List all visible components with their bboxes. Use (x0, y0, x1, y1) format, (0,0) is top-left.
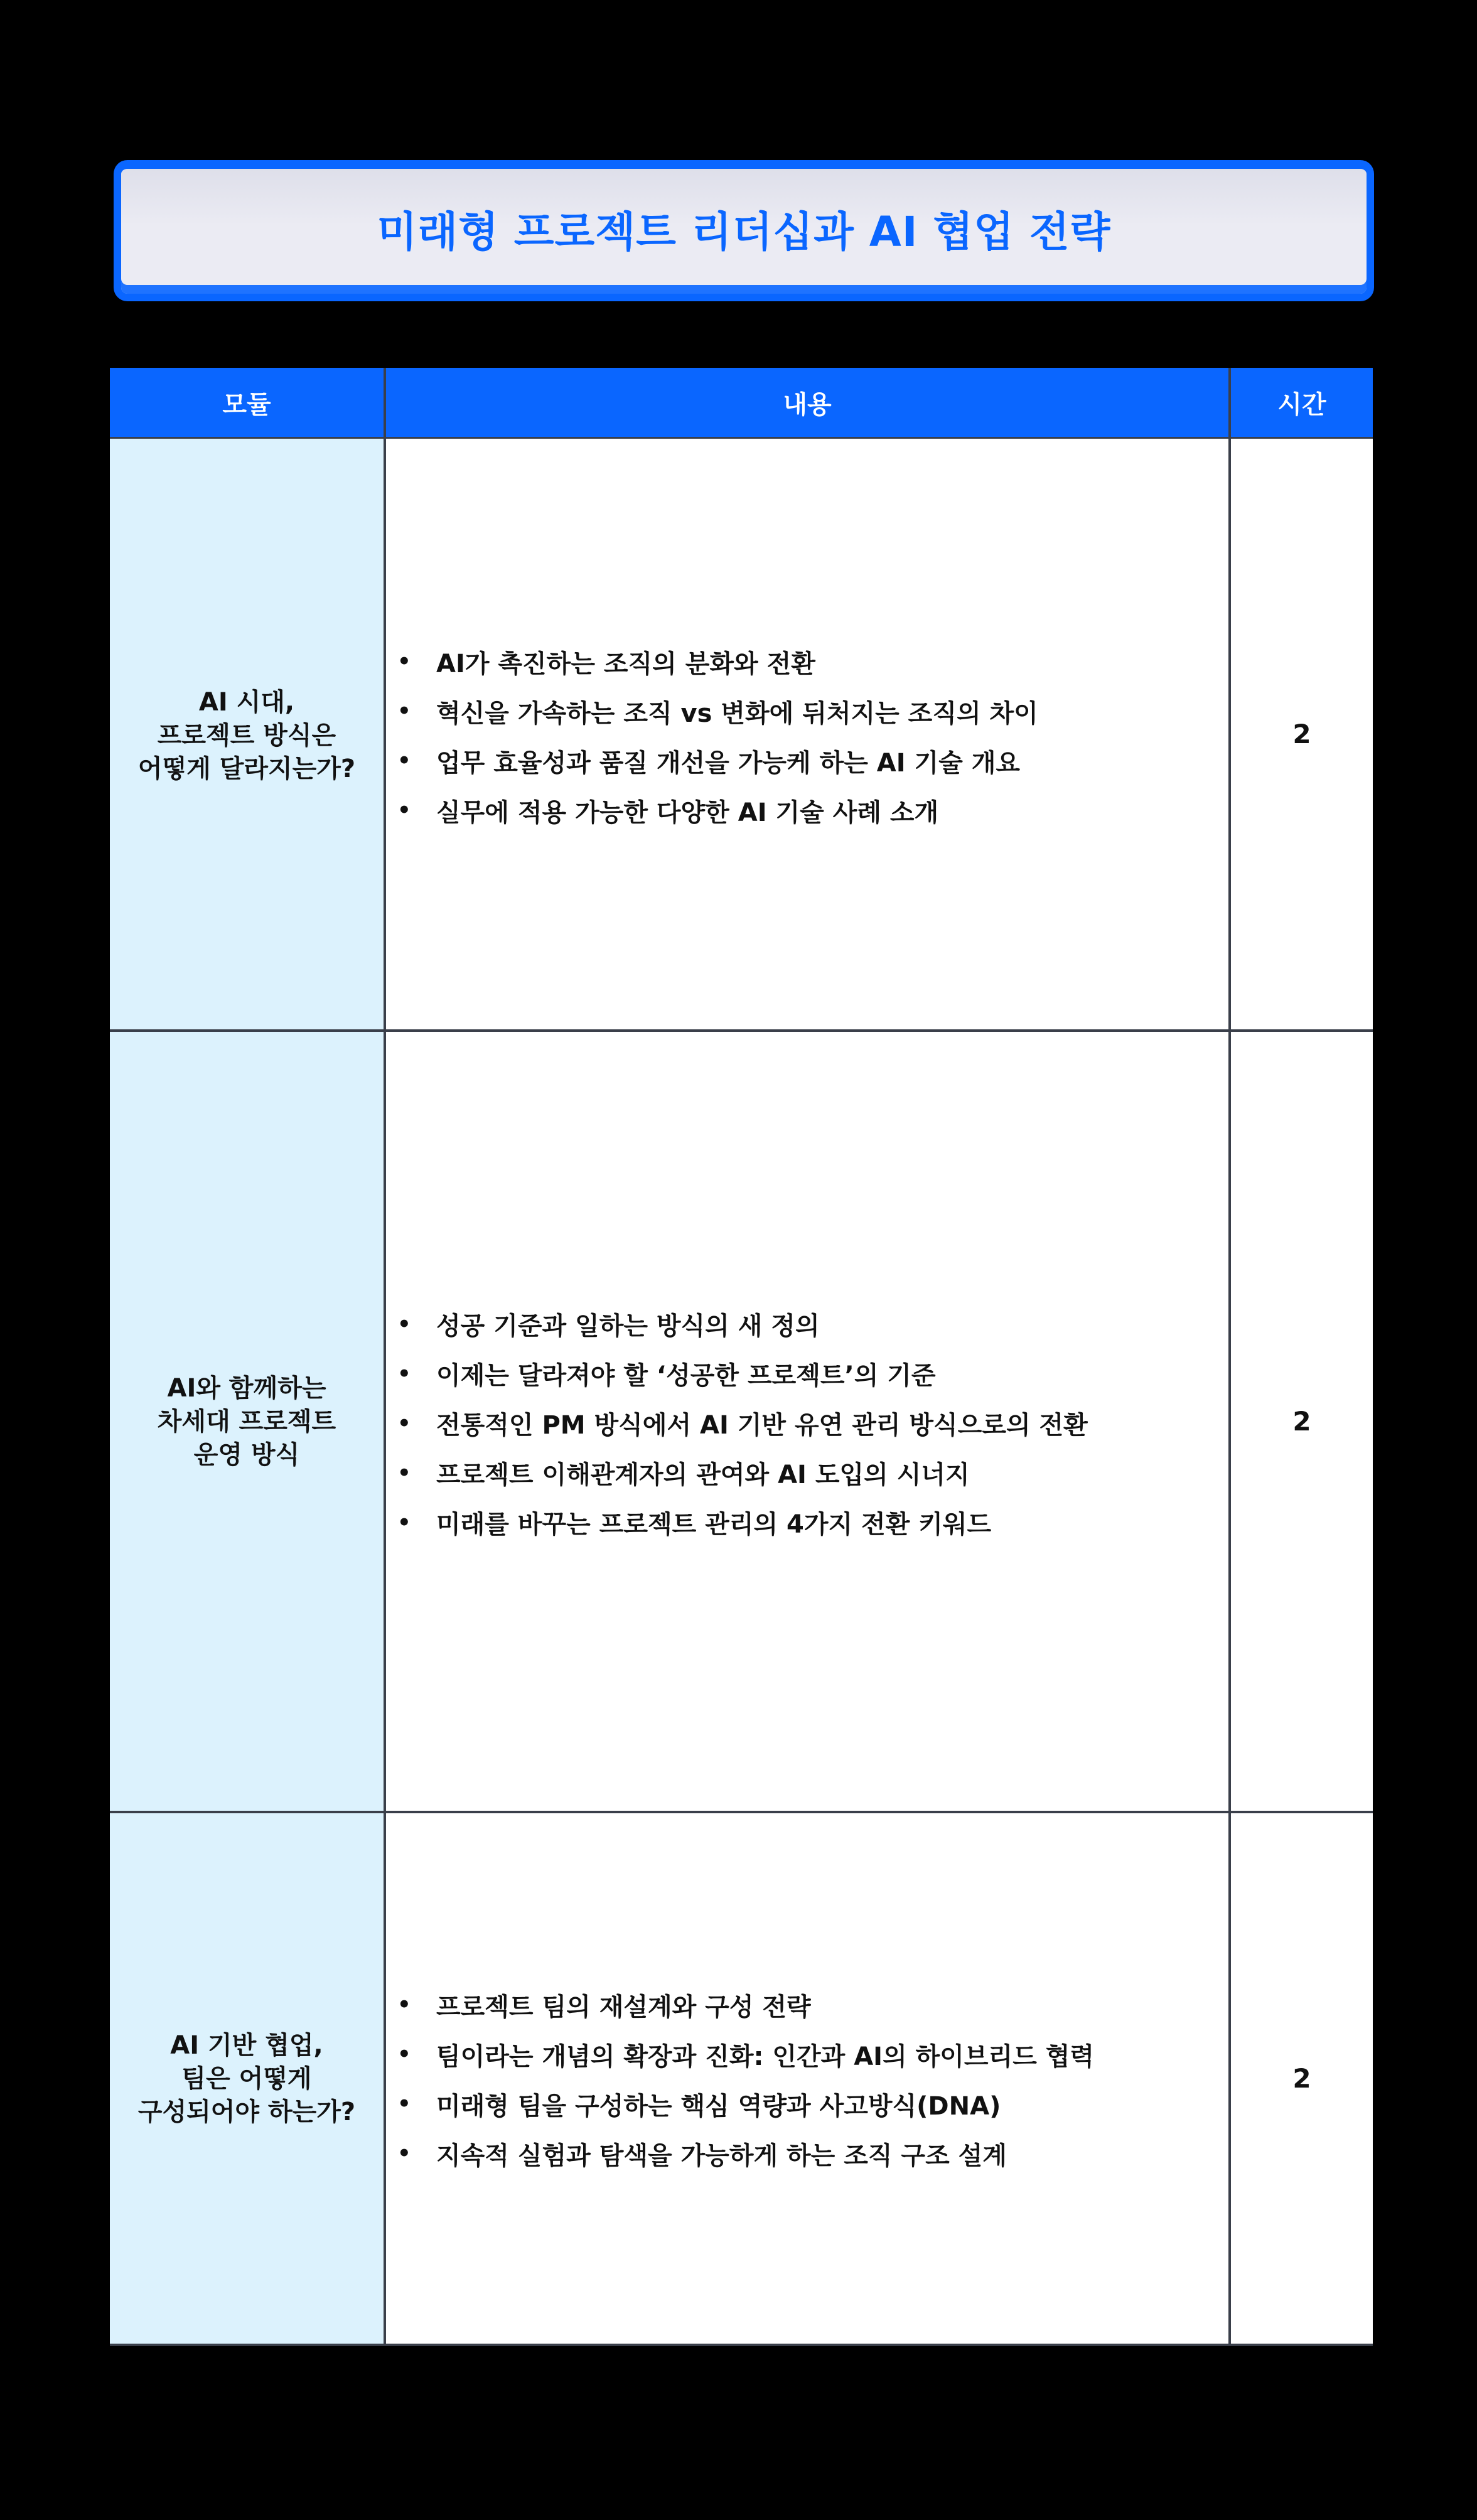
module-title-line: 어떻게 달라지는가? (137, 754, 356, 783)
list-item (397, 736, 1038, 786)
curriculum-table (110, 368, 1373, 2346)
time-cell (1231, 1813, 1373, 2344)
time-value: 2 (1292, 719, 1311, 749)
list-item-text: 미래형 팀을 구성하는 핵심 역량과 사고방식(DNA) (436, 2091, 1001, 2121)
module-title-line: AI와 함께하는 (167, 1374, 326, 1403)
bullet-icon: • (397, 748, 411, 773)
list-item (397, 786, 1038, 835)
time-value: 2 (1292, 1406, 1311, 1437)
module-title-line: 차세대 프로젝트 (157, 1407, 336, 1436)
bullet-icon: • (397, 798, 411, 823)
list-item-text: 성공 기준과 일하는 방식의 새 정의 (436, 1312, 820, 1341)
list-item-text: 미래를 바꾸는 프로젝트 관리의 4가지 전환 키워드 (436, 1510, 992, 1539)
module-title-line: AI 시대, (198, 688, 295, 717)
list-item (397, 1498, 1088, 1547)
list-item (397, 1980, 1094, 2030)
module-cell (110, 439, 386, 1029)
bullet-icon: • (397, 1410, 411, 1436)
list-item-text: 프로젝트 이해관계자의 관여와 AI 도입의 시너지 (436, 1461, 970, 1489)
bullet-icon: • (397, 2042, 411, 2067)
title-banner (114, 160, 1374, 301)
bullet-icon: • (397, 649, 411, 674)
content-list (386, 1980, 1094, 2179)
module-title-line: 운영 방식 (193, 1440, 300, 1469)
bullet-icon: • (397, 1311, 411, 1337)
time-cell (1231, 439, 1373, 1029)
time-cell (1231, 1032, 1373, 1811)
list-item (397, 1349, 1088, 1398)
list-item (397, 1448, 1088, 1498)
list-item-text: 전통적인 PM 방식에서 AI 기반 유연 관리 방식으로의 전환 (436, 1411, 1088, 1440)
table-row (110, 1032, 1373, 1813)
content-cell (386, 1813, 1231, 2344)
list-item-text: 업무 효율성과 품질 개선을 가능케 하는 AI 기술 개요 (436, 748, 1021, 778)
list-item-text: 혁신을 가속하는 조직 vs 변화에 뒤처지는 조직의 차이 (436, 699, 1038, 728)
content-cell (386, 439, 1231, 1029)
list-item-text: 이제는 달라져야 할 ‘성공한 프로젝트’의 기준 (436, 1361, 936, 1390)
bullet-icon: • (397, 1361, 411, 1386)
table-row (110, 1813, 1373, 2346)
header-content: 내용 (386, 368, 1231, 437)
list-item (397, 1398, 1088, 1448)
list-item (397, 2129, 1094, 2179)
content-list (386, 637, 1038, 835)
bullet-icon: • (397, 2091, 411, 2116)
list-item (397, 2079, 1094, 2129)
module-cell (110, 1813, 386, 2344)
list-item (397, 637, 1038, 687)
time-value: 2 (1292, 2063, 1311, 2094)
bullet-icon: • (397, 699, 411, 724)
bullet-icon: • (397, 1509, 411, 1535)
bullet-icon: • (397, 1460, 411, 1486)
page-title: 미래형 프로젝트 리더십과 AI 협업 전략 (377, 208, 1111, 256)
header-module: 모듈 (110, 368, 386, 437)
list-item-text: 팀이라는 개념의 확장과 진화: 인간과 AI의 하이브리드 협력 (436, 2042, 1095, 2071)
list-item-text: 지속적 실험과 탐색을 가능하게 하는 조직 구조 설계 (436, 2141, 1007, 2170)
bullet-icon: • (397, 2141, 411, 2166)
header-time: 시간 (1277, 390, 1326, 419)
content-list (386, 1299, 1088, 1547)
module-title-line: 프로젝트 방식은 (157, 721, 336, 750)
list-item-text: AI가 촉진하는 조직의 분화와 전환 (436, 649, 815, 678)
list-item (397, 687, 1038, 736)
module-title-line: 구성되어야 하는가? (137, 2098, 356, 2126)
table-header (110, 368, 1373, 439)
bullet-icon: • (397, 1992, 411, 2017)
table-row (110, 439, 1373, 1032)
content-cell (386, 1032, 1231, 1811)
list-item-text: 프로젝트 팀의 재설계와 구성 전략 (436, 1992, 811, 2022)
module-title-line: AI 기반 협업, (170, 2031, 323, 2060)
module-cell (110, 1032, 386, 1811)
list-item-text: 실무에 적용 가능한 다양한 AI 기술 사례 소개 (436, 798, 939, 827)
list-item (397, 2030, 1094, 2079)
module-title-line: 팀은 어떻게 (181, 2064, 312, 2093)
list-item (397, 1299, 1088, 1349)
